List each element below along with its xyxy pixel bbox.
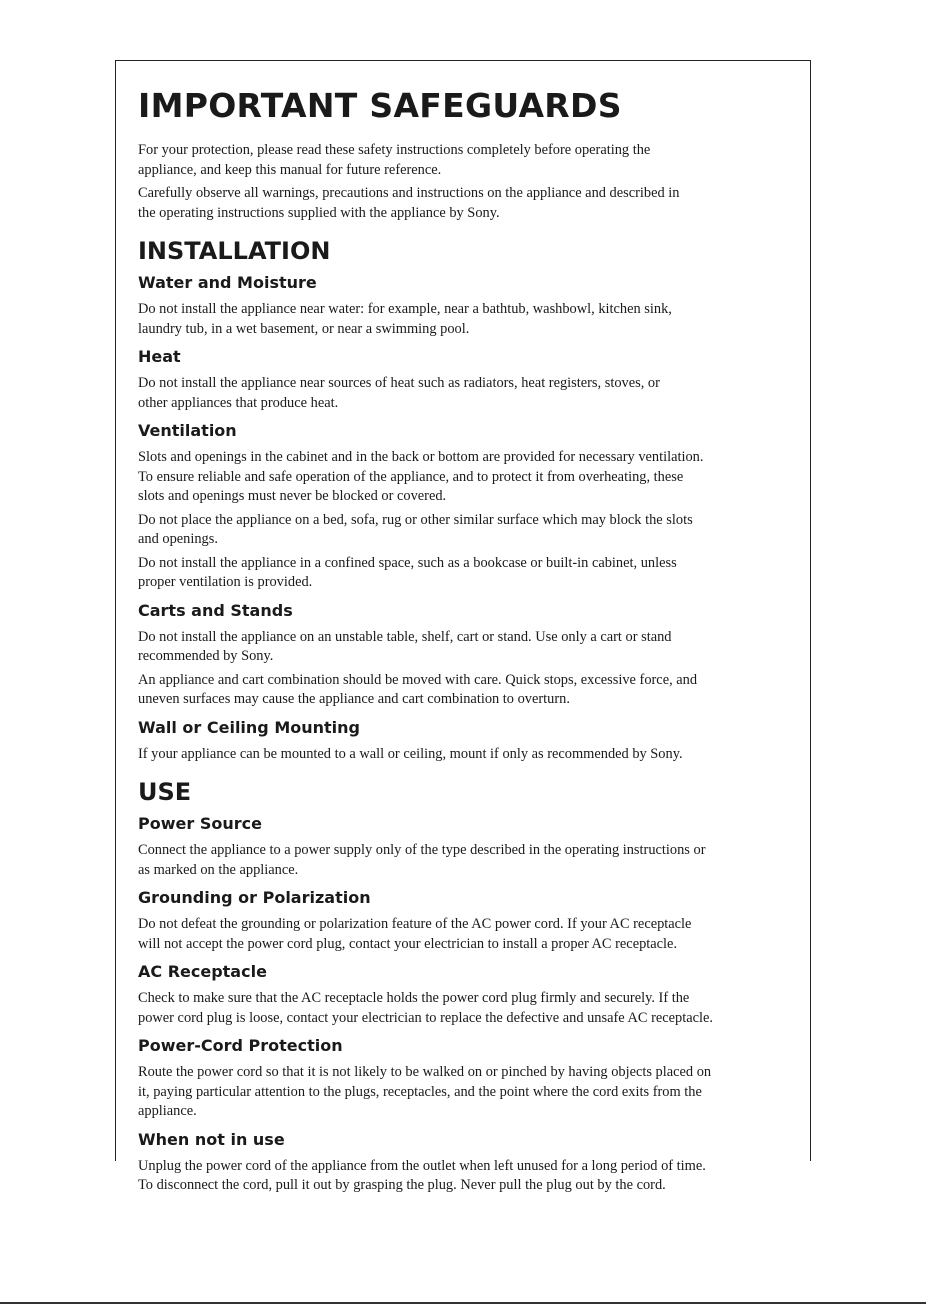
subsection-heading: Grounding or Polarization	[138, 888, 371, 907]
text-line: Do not install the appliance in a confined space, such as a bookcase or built-in cabinet, unless	[138, 554, 677, 571]
subsection-heading: Wall or Ceiling Mounting	[138, 717, 360, 737]
paragraph	[138, 745, 828, 765]
paragraph	[138, 511, 828, 550]
subsection-heading: Heat	[138, 347, 181, 366]
paragraph	[138, 1063, 828, 1122]
text-line: as marked on the appliance.	[138, 861, 299, 878]
document-body	[138, 85, 828, 1200]
paragraph	[138, 184, 828, 223]
paragraph	[138, 448, 828, 507]
sections-container	[138, 237, 828, 1196]
subsection-heading: Power-Cord Protection	[138, 1036, 343, 1055]
text-line: Do not defeat the grounding or polarization feature of the AC power cord. If your AC receptacle	[138, 916, 692, 932]
text-line: Do not install the appliance on an unstable table, shelf, cart or stand. Use only a cart or stand	[138, 628, 672, 645]
paragraph	[138, 554, 828, 593]
paragraph	[138, 141, 828, 180]
subsection-heading: When not in use	[138, 1129, 285, 1149]
paragraph	[138, 628, 828, 667]
text-line: Do not install the appliance near water: for example, near a bathtub, washbowl, kitchen sink,	[138, 301, 672, 317]
page-bottom-rule	[0, 1302, 926, 1304]
subsection-heading: Power Source	[138, 814, 262, 833]
text-line: Connect the appliance to a power supply only of the type described in the operating instructions or	[138, 842, 706, 858]
text-line: laundry tub, in a wet basement, or near a swimming pool.	[138, 320, 470, 337]
text-line: Carefully observe all warnings, precautions and instructions on the appliance and described in	[138, 185, 680, 201]
text-line: Slots and openings in the cabinet and in the back or bottom are provided for necessary ventilation.	[138, 449, 704, 465]
intro-block	[138, 141, 828, 223]
text-line: An appliance and cart combination should be moved with care. Quick stops, excessive force, and	[138, 671, 698, 688]
text-line: If your appliance can be mounted to a wall or ceiling, mount if only as recommended by Sony.	[138, 745, 683, 762]
subsection-heading: Water and Moisture	[138, 273, 317, 292]
paragraph	[138, 374, 828, 413]
text-line: Do not install the appliance near sources of heat such as radiators, heat registers, stoves, or	[138, 375, 660, 391]
text-line: To disconnect the cord, pull it out by grasping the plug. Never pull the plug out by the cord.	[138, 1177, 666, 1193]
text-line: Unplug the power cord of the appliance from the outlet when left unused for a long period of time.	[138, 1157, 706, 1174]
text-line: the operating instructions supplied with the appliance by Sony.	[138, 204, 500, 221]
page-title: IMPORTANT SAFEGUARDS	[138, 86, 622, 125]
text-line: recommended by Sony.	[138, 648, 274, 664]
text-line: proper ventilation is provided.	[138, 574, 313, 590]
text-line: power cord plug is loose, contact your electrician to replace the defective and unsafe AC receptacle.	[138, 1009, 713, 1026]
text-line: For your protection, please read these safety instructions completely before operating the	[138, 142, 651, 158]
section-heading: INSTALLATION	[138, 237, 331, 265]
text-line: slots and openings must never be blocked or covered.	[138, 488, 447, 504]
text-line: To ensure reliable and safe operation of the appliance, and to protect it from overheating, these	[138, 468, 684, 485]
paragraph	[138, 915, 828, 954]
paragraph	[138, 1157, 828, 1196]
section-heading: USE	[138, 778, 192, 806]
subsection-heading: AC Receptacle	[138, 962, 267, 981]
paragraph	[138, 989, 828, 1028]
text-line: Check to make sure that the AC receptacle holds the power cord plug firmly and securely. If the	[138, 990, 690, 1006]
text-line: appliance.	[138, 1103, 197, 1119]
text-line: other appliances that produce heat.	[138, 394, 339, 411]
subsection-heading: Carts and Stands	[138, 600, 293, 620]
text-line: it, paying particular attention to the plugs, receptacles, and the point where the cord exits from the	[138, 1083, 702, 1100]
paragraph	[138, 300, 828, 339]
paragraph	[138, 671, 828, 710]
text-line: appliance, and keep this manual for future reference.	[138, 161, 442, 178]
text-line: will not accept the power cord plug, contact your electrician to install a proper AC receptacle.	[138, 935, 678, 952]
text-line: uneven surfaces may cause the appliance and cart combination to overturn.	[138, 691, 570, 707]
paragraph	[138, 841, 828, 880]
subsection-heading: Ventilation	[138, 421, 237, 440]
text-line: and openings.	[138, 531, 218, 547]
text-line: Do not place the appliance on a bed, sofa, rug or other similar surface which may block the slots	[138, 511, 693, 528]
text-line: Route the power cord so that it is not likely to be walked on or pinched by having objects placed on	[138, 1064, 712, 1080]
